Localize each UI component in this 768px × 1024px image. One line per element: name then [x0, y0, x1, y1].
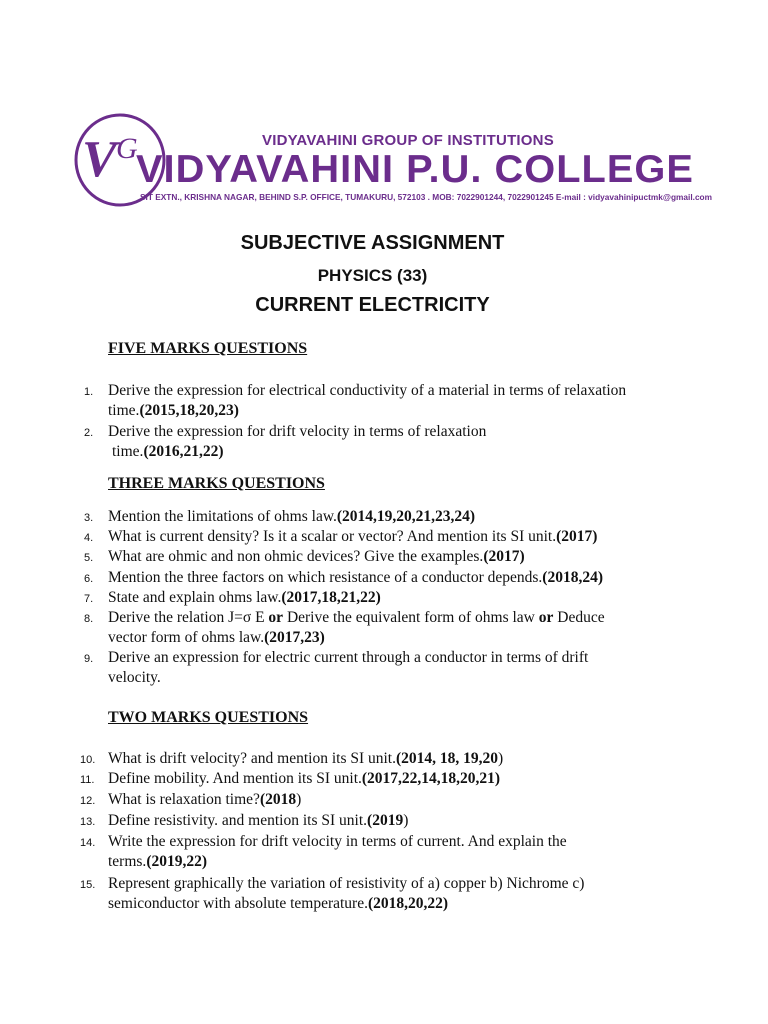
question-number: 1.: [84, 386, 94, 398]
question-number: 3.: [84, 512, 94, 524]
question-number: 13.: [80, 816, 96, 828]
section-heading-five-marks: FIVE MARKS QUESTIONS: [108, 340, 308, 357]
question-number: 11.: [80, 774, 95, 786]
question-number: 14.: [80, 837, 96, 849]
logo-letter-g: G: [116, 132, 138, 165]
question-text: State and explain ohms law.(2017,18,21,22): [108, 589, 381, 606]
question-years: (2017): [483, 548, 525, 565]
question-number: 5.: [84, 552, 94, 564]
question-text: What is current density? Is it a scalar or vector? And mention its SI unit.(2017): [108, 528, 598, 545]
college-name: VIDYAVAHINI P.U. COLLEGE: [136, 148, 694, 191]
question-text: Derive the relation J=σ E or Derive the equivalent form of ohms law or Deduce vector form of ohms law.(2017,23): [108, 609, 605, 646]
question-text: Define mobility. And mention its SI unit.(2017,22,14,18,20,21): [108, 770, 501, 787]
question-number: 9.: [84, 653, 94, 665]
question-years: (2017): [556, 528, 598, 545]
question-years: (2018: [259, 791, 297, 808]
title-subject: PHYSICS (33): [317, 266, 428, 285]
question-number: 6.: [84, 573, 94, 585]
question-years: (2017,22,14,18,20,21): [361, 770, 501, 787]
question-years: (2016,21,22): [143, 443, 224, 460]
question-text: Mention the three factors on which resistance of a conductor depends.(2018,24): [108, 569, 603, 586]
question-text: What are ohmic and non ohmic devices? Give the examples.(2017): [108, 548, 525, 565]
college-address: SIT EXTN., KRISHNA NAGAR, BEHIND S.P. OFFICE, TUMAKURU, 572103 . MOB: 7022901244, 7022901245 E-mail : vidyavahinipuctmk@gmail.com: [140, 192, 712, 202]
question-text: Derive the expression for drift velocity in terms of relaxation time.(2016,21,22): [108, 423, 487, 460]
question-text: Define resistivity. and mention its SI unit.(2019): [108, 812, 409, 829]
question-text: Mention the limitations of ohms law.(2014,19,20,21,23,24): [108, 508, 476, 525]
question-number: 10.: [80, 754, 96, 766]
question-years: (2018,20,22): [367, 895, 449, 912]
question-years: (2017,23): [264, 629, 325, 646]
title-assignment: SUBJECTIVE ASSIGNMENT: [240, 232, 505, 254]
question-number: 7.: [84, 593, 94, 605]
question-text: Derive the expression for electrical conductivity of a material in terms of relaxation time.(2015,18,20,23): [108, 382, 627, 419]
question-text: What is relaxation time?(2018): [108, 791, 302, 808]
question-years: (2015,18,20,23): [139, 402, 239, 419]
question-years: (2019: [367, 812, 404, 829]
question-number: 2.: [84, 427, 94, 439]
question-years: (2018,24): [542, 569, 603, 586]
question-number: 15.: [80, 879, 96, 891]
question-number: 4.: [84, 532, 94, 544]
question-text: Derive an expression for electric current through a conductor in terms of drift velocity.: [108, 649, 589, 686]
title-chapter: CURRENT ELECTRICITY: [255, 294, 490, 316]
question-number: 8.: [84, 613, 94, 625]
question-years: (2014,19,20,21,23,24): [336, 508, 476, 525]
section-heading-two-marks: TWO MARKS QUESTIONS: [108, 709, 309, 726]
question-years: (2014, 18, 19,20: [396, 750, 499, 767]
question-text: Write the expression for drift velocity in terms of current. And explain the terms.(2019,22): [108, 833, 567, 870]
group-name: VIDYAVAHINI GROUP OF INSTITUTIONS: [262, 132, 554, 149]
question-text: What is drift velocity? and mention its SI unit.(2014, 18, 19,20): [108, 750, 504, 767]
question-number: 12.: [80, 795, 96, 807]
logo-letter-v: V: [82, 131, 117, 188]
college-header: [72, 108, 712, 213]
question-years: (2017,18,21,22): [281, 589, 381, 606]
question-text: Represent graphically the variation of resistivity of a) copper b) Nichrome c) semiconductor with absolute temperature.(2018,20,22): [108, 875, 585, 912]
section-heading-three-marks: THREE MARKS QUESTIONS: [108, 475, 325, 492]
question-years: (2019,22): [146, 853, 208, 870]
